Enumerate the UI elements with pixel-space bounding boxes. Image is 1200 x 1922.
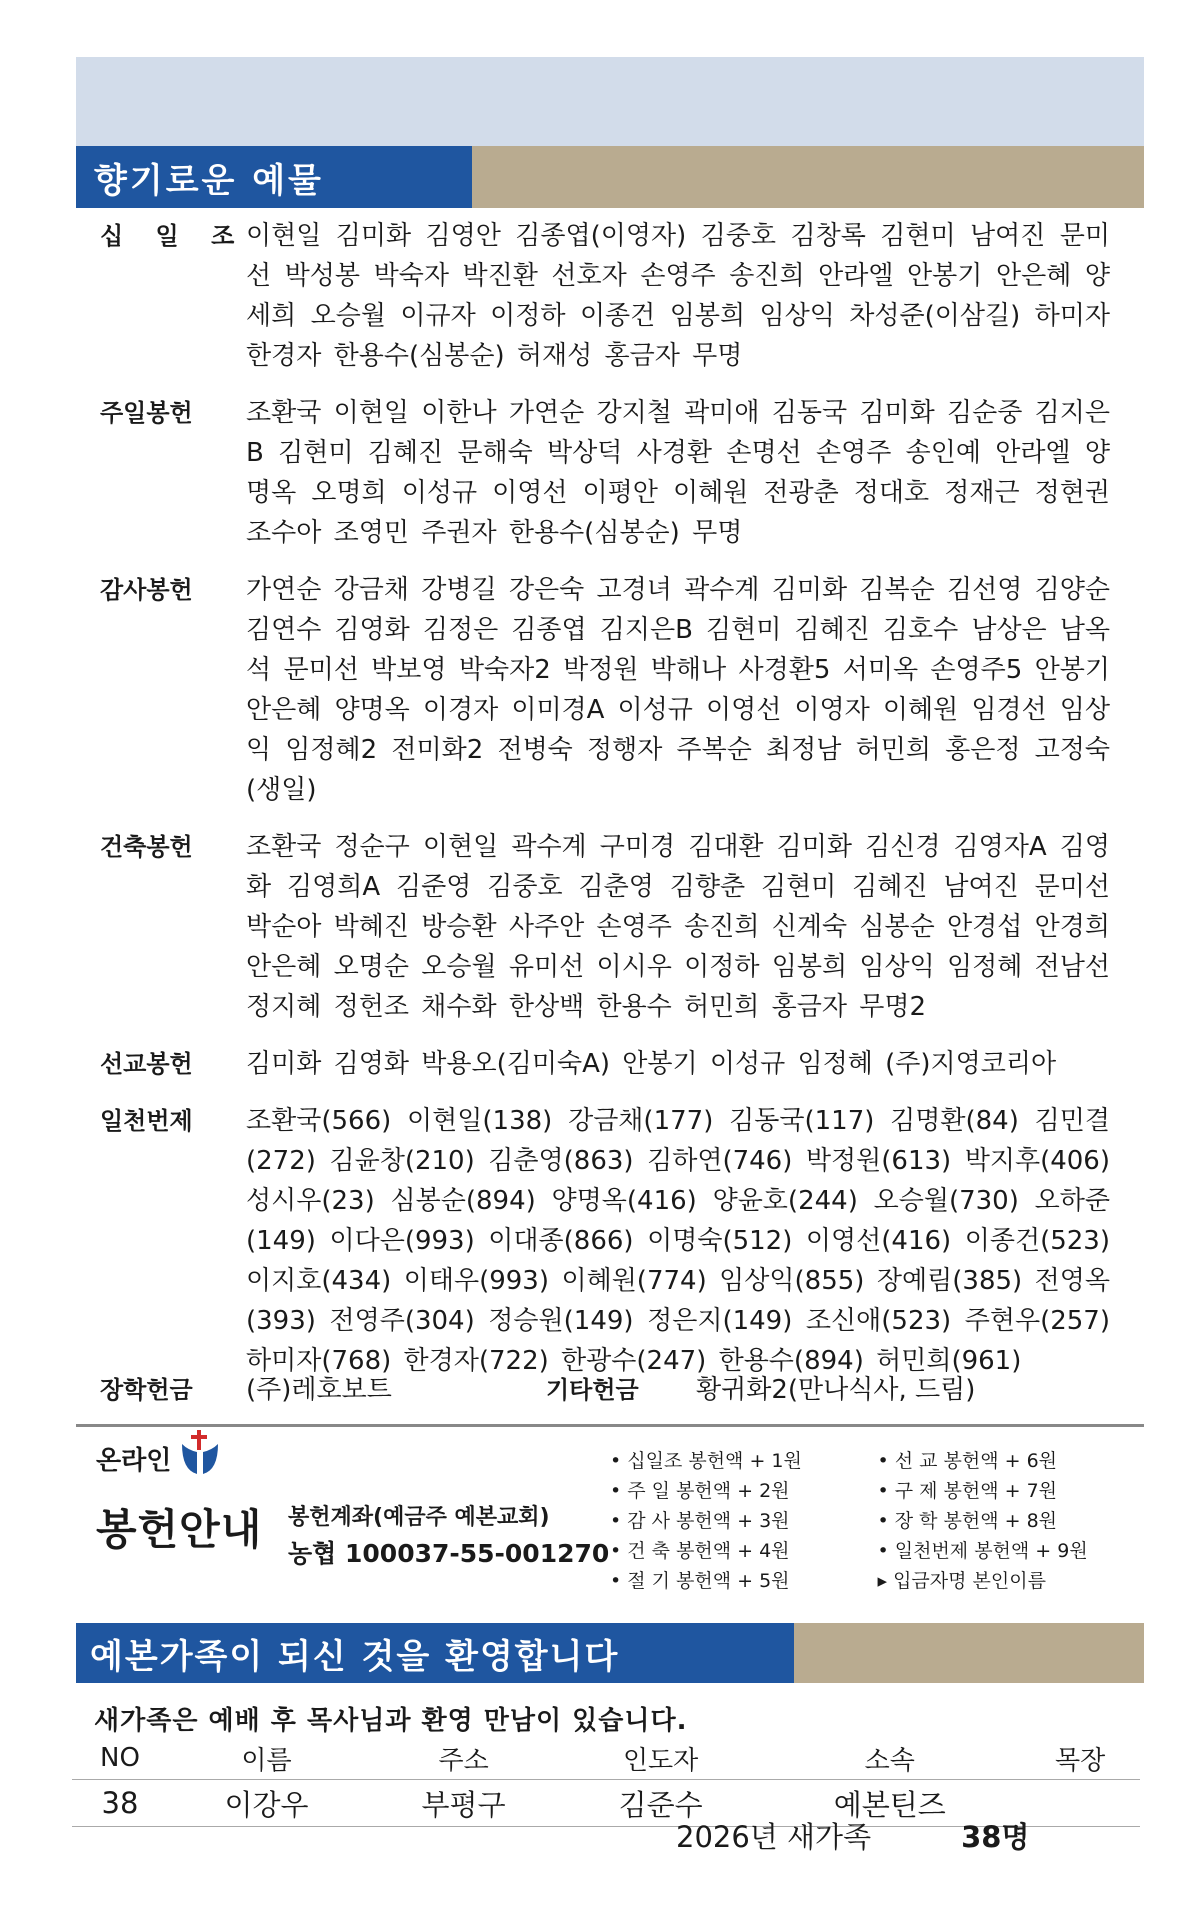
online-label: 온라인 xyxy=(96,1446,172,1476)
offering-names: 가연순 강금채 강병길 강은숙 고경녀 곽수계 김미화 김복순 김선영 김양순 김연수 김영화 김정은 김종엽 김지은B 김현미 김혜진 김호수 남상은 남옥석 문미선 박보영 박숙자2 박정원 박해나 사경환5 서미옥 손영주5 안봉기 안은혜 양명옥 이경자 이미경A 이성규 이영선 이영자 이혜원 임경선 임상익 임정혜2 전미화2 전병숙 정행자 주복순 최정남 허민희 홍은정 고정숙(생일) xyxy=(246,575,1110,805)
code-item: • 건 축 봉헌액 + 4원 xyxy=(610,1540,790,1562)
table-cell: 이강우 xyxy=(168,1780,365,1827)
offering-label: 건축봉헌 xyxy=(100,833,193,861)
scholarship-value: (주)레호보트 xyxy=(246,1375,392,1405)
column-header: 인도자 xyxy=(622,1745,699,1776)
offering-names: 조환국(566) 이현일(138) 강금채(177) 김동국(117) 김명환(84) 김민결(272) 김윤창(210) 김춘영(863) 김하연(746) 박정원(613) 박지후(406) 성시우(23) 심봉순(894) 양명옥(416) 양윤호(244) 오승월(730) 오하준(149) 이다은(993) 이대종(866) 이명숙(512) 이영선(416) 이종건(523) 이지호(434) 이태우(993) 이혜원(774) 임상익(855) 장예림(385) 전영옥(393) 전영주(304) 정승원(149) 정은지(149) 조신애(523) 주현우(257) 하미자(768) 한경자(722) 한광수(247) 한용수(894) 허민희(961) xyxy=(246,1106,1110,1376)
account-number: 농협 100037-55-001270 xyxy=(288,1539,610,1568)
total-label: 2026년 새가족 xyxy=(676,1820,872,1854)
offering-row-tithe xyxy=(100,216,1110,376)
welcome-subtitle: 새가족은 예배 후 목사님과 환영 만남이 있습니다. xyxy=(94,1706,688,1736)
bank-account-info xyxy=(288,1500,609,1572)
code-item: • 십일조 봉헌액 + 1원 xyxy=(610,1450,802,1472)
code-item: • 선 교 봉헌액 + 6원 xyxy=(877,1450,1058,1472)
offering-label: 감사봉헌 xyxy=(100,576,193,604)
offering-label: 십 일 조 xyxy=(100,222,247,250)
column-header: NO xyxy=(100,1743,140,1773)
account-holder: 봉헌계좌(예금주 예본교회) xyxy=(288,1505,550,1530)
offering-row-mission xyxy=(100,1044,1110,1084)
offering-section-header xyxy=(76,146,1144,208)
offering-names: 이현일 김미화 김영안 김종엽(이영자) 김중호 김창록 김현미 남여진 문미선 박성봉 박숙자 박진환 선호자 손영주 송진희 안라엘 안봉기 안은혜 양세희 오승월 이규자 이정하 이종건 임봉희 임상익 차성준(이삼길) 하미자 한경자 한용수(심봉순) 허재성 홍금자 무명 xyxy=(246,221,1110,371)
code-row xyxy=(610,1566,1145,1596)
other-offering-label: 기타헌금 xyxy=(546,1376,639,1404)
column-header: 소속 xyxy=(864,1745,915,1776)
offering-row-building xyxy=(100,827,1110,1027)
scholarship-label: 장학헌금 xyxy=(100,1376,193,1404)
column-header: 주소 xyxy=(438,1745,489,1776)
offering-row-thousand xyxy=(100,1101,1110,1381)
offering-label: 선교봉헌 xyxy=(100,1050,193,1078)
table-cell: 부평구 xyxy=(365,1780,562,1827)
code-item: • 장 학 봉헌액 + 8원 xyxy=(877,1510,1058,1532)
code-item: ▸ 입금자명 본인이름 xyxy=(877,1570,1046,1592)
code-row xyxy=(610,1446,1145,1476)
header-band xyxy=(76,57,1144,146)
code-item: • 일천번제 봉헌액 + 9원 xyxy=(877,1540,1088,1562)
online-offering-heading: 봉헌안내 xyxy=(96,1505,263,1554)
new-family-total xyxy=(676,1815,1029,1856)
header-accent-bar xyxy=(794,1623,1144,1683)
code-item: • 절 기 봉헌액 + 5원 xyxy=(610,1570,790,1592)
church-cross-icon xyxy=(180,1430,220,1476)
code-item: • 주 일 봉헌액 + 2원 xyxy=(610,1480,790,1502)
misc-offering-row xyxy=(100,1370,1110,1410)
offering-code-list xyxy=(610,1446,1145,1596)
table-cell: 김준수 xyxy=(562,1780,759,1827)
code-item: • 감 사 봉헌액 + 3원 xyxy=(610,1510,790,1532)
welcome-section-header xyxy=(76,1623,1144,1683)
offering-label: 일천번제 xyxy=(100,1107,193,1135)
offering-row-thanks xyxy=(100,570,1110,810)
offering-names: 김미화 김영화 박용오(김미숙A) 안봉기 이성규 임정혜 (주)지영코리아 xyxy=(246,1049,1057,1079)
column-header: 이름 xyxy=(241,1745,292,1776)
header-accent-bar xyxy=(472,146,1144,208)
table-cell xyxy=(1020,1780,1140,1827)
total-count: 38명 xyxy=(961,1820,1030,1854)
offering-row-sunday xyxy=(100,393,1110,553)
welcome-section-title: 예본가족이 되신 것을 환영합니다 xyxy=(76,1623,794,1683)
column-header: 목장 xyxy=(1055,1745,1106,1776)
table-header-row xyxy=(72,1737,1140,1780)
offering-section-title: 향기로운 예물 xyxy=(76,146,472,208)
table-cell: 예본틴즈 xyxy=(759,1780,1020,1827)
other-offering-value: 황귀화2(만나식사, 드림) xyxy=(696,1375,976,1405)
offering-list xyxy=(100,216,1110,1398)
offering-names: 조환국 이현일 이한나 가연순 강지철 곽미애 김동국 김미화 김순중 김지은B 김현미 김혜진 문해숙 박상덕 사경환 손명선 손영주 송인예 안라엘 양명옥 오명희 이성규 이영선 이평안 이혜원 전광춘 정대호 정재근 정현권 조수아 조영민 주권자 한용수(심봉순) 무명 xyxy=(246,398,1110,548)
offering-names: 조환국 정순구 이현일 곽수계 구미경 김대환 김미화 김신경 김영자A 김영화 김영희A 김준영 김중호 김춘영 김향춘 김현미 김혜진 남여진 문미선 박순아 박혜진 방승환 사주안 손영주 송진희 신계숙 심봉순 안경섭 안경희 안은혜 오명순 오승월 유미선 이시우 이정하 임봉희 임상익 임정혜 전남선 정지혜 정헌조 채수화 한상백 한용수 허민희 홍금자 무명2 xyxy=(246,832,1110,1022)
code-item: • 구 제 봉헌액 + 7원 xyxy=(877,1480,1058,1502)
code-row xyxy=(610,1536,1145,1566)
code-row xyxy=(610,1476,1145,1506)
table-cell: 38 xyxy=(72,1780,168,1827)
offering-label: 주일봉헌 xyxy=(100,399,193,427)
section-divider xyxy=(76,1424,1144,1427)
new-family-table xyxy=(72,1737,1140,1827)
code-row xyxy=(610,1506,1145,1536)
